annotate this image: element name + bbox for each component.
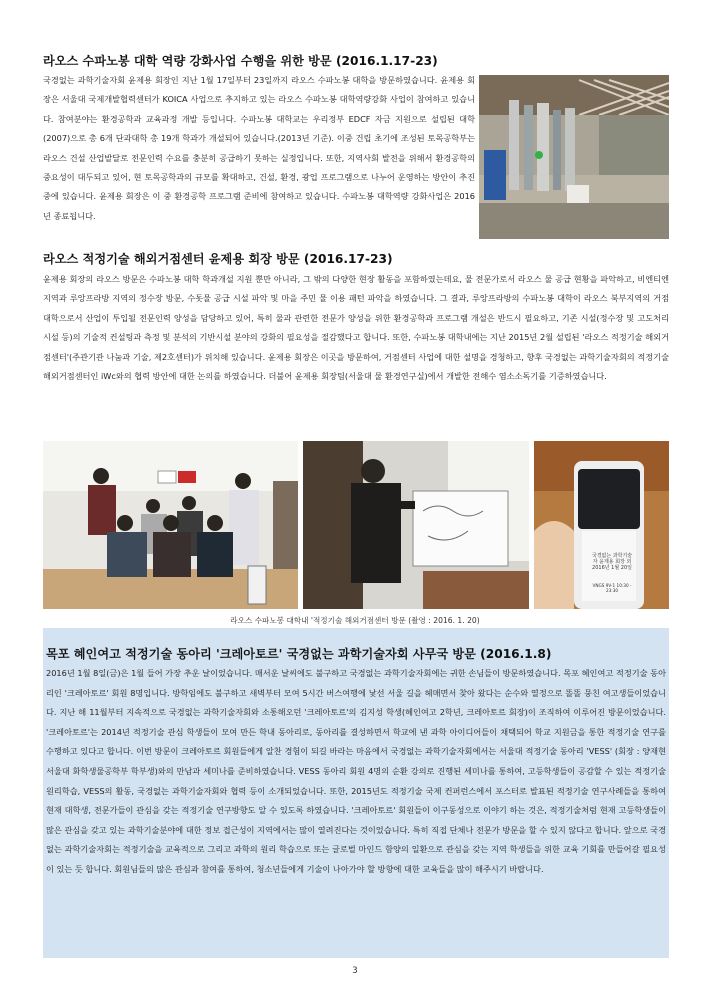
section2-body: 윤제용 회장의 라오스 방문은 수파노봉 대학 학과개설 지원 뿐만 아니라, 그 밖의 다양한 현장 활동을 포함하였는데요, 물 전문가로서 라오스 물 공급 현황을 파악하고, 비엔티엔 지역과 루앙프라방 지역의 정수장 방문, 수돗물 공급 시설 파악 및 마을 주민 물 이용 패턴 파악을 하였습니다. 그 결과, 루앙프라방의 수파노봉 대학이 라오스 북부지역의 거점 대학으로서 산업이 투입될 전문인력 양성을 담당하고 있어, 특히 물과 관련한 전문가 양성을 위한 환경공학과 프로그램 개설은 반드시 필요하고, 기존 시설(정수장 및 고도처리 시설 등)의 기술적 컨설팅과 측정 및 분석의 기반시설 분야의 강화의 필요성을 절감했다고 합니다. 또한, 수파노봉 대학내에는 지난 2015년 2월 설립된 '라오스 적정기술 해외거점센터'(주관기관 나눔과 기술, 제2호센터)가 위치해 있습니다. 윤제용 회장은 이곳을 방문하여, 거점센터 사업에 대한 설명을 경청하고, 향후 국경없는 과학기술자회의 적정기술 해외거점센터인 iWc와의 협력 방안에 대한 논의를 하였습니다. 더불어 윤제용 회장팀(서울대 물 환경연구실)에서 개발한 전해수 염소소독기를 기증하였습니다. bbox=[43, 274, 669, 382]
photo-caption: 라오스 수파노봉 대학내 '적정기술 해외거점센터 방문 (촬영 : 2016. 1. 20) bbox=[230, 616, 480, 625]
section1-body: 국경없는 과학기술자회 윤제용 회장인 지난 1월 17일부터 23일까지 라오스 수파노봉 대학을 방문하였습니다. 윤제용 회장은 서울대 국제개발협력센터가 KOICA 사업으로 추지하고 있는 라오스 수파노봉 대학역량강화 사업이 참여하고 있습니다. 참여분야는 환경공학과 교육과정 개발 등입니다. 수파노봉 대학교는 우리정부 EDCF 자금 지원으로 설립된 대학(2007)으로 총 6개 단과대학 총 19개 학과가 개설되어 있습니다.(2013년 기준). 이중 건립 초기에 조성된 토목공학부는 라오스 건설 산업발달로 전문인력 수요를 충분히 공급하기 못하는 실정입니다. 또한, 지역사회 발전을 위해서 환경공학의 중요성이 대두되고 있어, 현 토목공학과의 규모를 확대하고, 건설, 환경, 광업 프로그램으로 나누어 운영하는 방안이 추진 중에 있습니다. 윤제용 회장은 이 중 환경공학 프로그램 준비에 참여하고 있습니다. 수파노봉 대학역량 강화사업은 2016년 종료됩니다. bbox=[43, 75, 475, 221]
section3-body: 2016년 1월 8일(금)은 1월 들어 가장 추운 날이었습니다. 매서운 날씨에도 불구하고 국경없는 과학기술자회에는 귀한 손님들이 방문하였습니다. 목포 혜인여고 적정기술 동아리인 '크레아토르' 회원 8명입니다. 방학임에도 불구하고 새벽부터 모여 5시간 버스여행에 낯선 서울 길을 헤매면서 찾아 왔다는 순수와 열정으로 똘똘 뭉친 여고생들이었습니다. 지난 해 11월부터 지속적으로 국경없는 과학기술자회와 소통해오던 '크레아토르'의 김지성 학생(혜인여고 2학년, 크레아토르 회장)이 조직하여 이루어진 방문이었습니다. '크레아토르'는 2014년 적정기술 관심 학생들이 모여 만든 학내 동아리로, 동아리를 결성하면서 학교에 낸 과학 아이디어들이 채택되어 학교 지원금을 통한 적정기술 연구를 수행하고 있다고 합니다. 이번 방문이 크레아토르 회원들에게 알찬 경험이 되길 바라는 마음에서 국경없는 과학기술자회에서는 서울대 적정기술 동아리 'VESS' (회장 : 양재현 서울대 화학생물공학부 학부생)와의 만남과 세미나를 준비하였습니다. VESS 동아리 회원 4명의 순환 강의로 진행된 세미나를 통하여, 고등학생들이 공감할 수 있는 적정기술 원리학습, VESS의 활동, 국경없는 과학기술자회와 협력 등이 소개되었습니다. 또한, 2015년도 적정기술 국제 컨퍼런스에서 포스터로 발표된 적정기술 연구사례들을 통하여 현재 대학생, 전문가들이 관심을 갖는 적정기술 연구방향도 알 수 있도록 하였습니다. '크레아토르' 회원들이 이구동성으로 이야기 하는 것은, 적정기술처럼 현재 고등학생들이 많은 관심을 갖고 있는 과학기술분야에 대한 정보 접근성이 지역에서는 많이 열려진다는 것이었습니다. 특히 직접 단체나 전문가 방문을 할 수 있지 않다고 합니다. 앞으로 국경없는 과학기술자회는 적정기술을 교육적으로 그리고 과학의 원리 학습으로 또는 글로벌 마인드 함양의 일환으로 관심을 갖는 지역 학생들을 위한 교육 기회를 만들어갈 필요성이 있는 듯 합니다. 회원님들의 많은 관심과 참여를 통하여, 청소년들에게 기술이 나아가야 할 방향에 대한 교육들을 많이 해주시기 바랍니다. bbox=[46, 668, 666, 874]
section2-heading: 라오스 적정기술 해외거점센터 윤제용 회장 방문 (2016.17-23) bbox=[43, 252, 393, 266]
page-number: 3 bbox=[352, 966, 358, 976]
water-treatment-photo bbox=[479, 75, 669, 239]
bottle-label-sub: VNGS 9V-1 10:30 - 23:30 bbox=[592, 583, 632, 593]
section3-heading: 목포 혜인여고 적정기술 동아리 '크레아토르' 국경없는 과학기술자회 사무국 방문 (2016.1.8) bbox=[46, 647, 552, 661]
section1-heading: 라오스 수파노봉 대학 역량 강화사업 수행을 위한 방문 (2016.1.17-23) bbox=[43, 54, 438, 68]
chlorinator-photo bbox=[534, 441, 669, 609]
group-photo bbox=[43, 441, 298, 609]
bottle-label: 국경없는 과학기술자 윤제용 회장 외 2016년 1월 20일 bbox=[591, 553, 633, 571]
whiteboard-photo bbox=[303, 441, 529, 609]
